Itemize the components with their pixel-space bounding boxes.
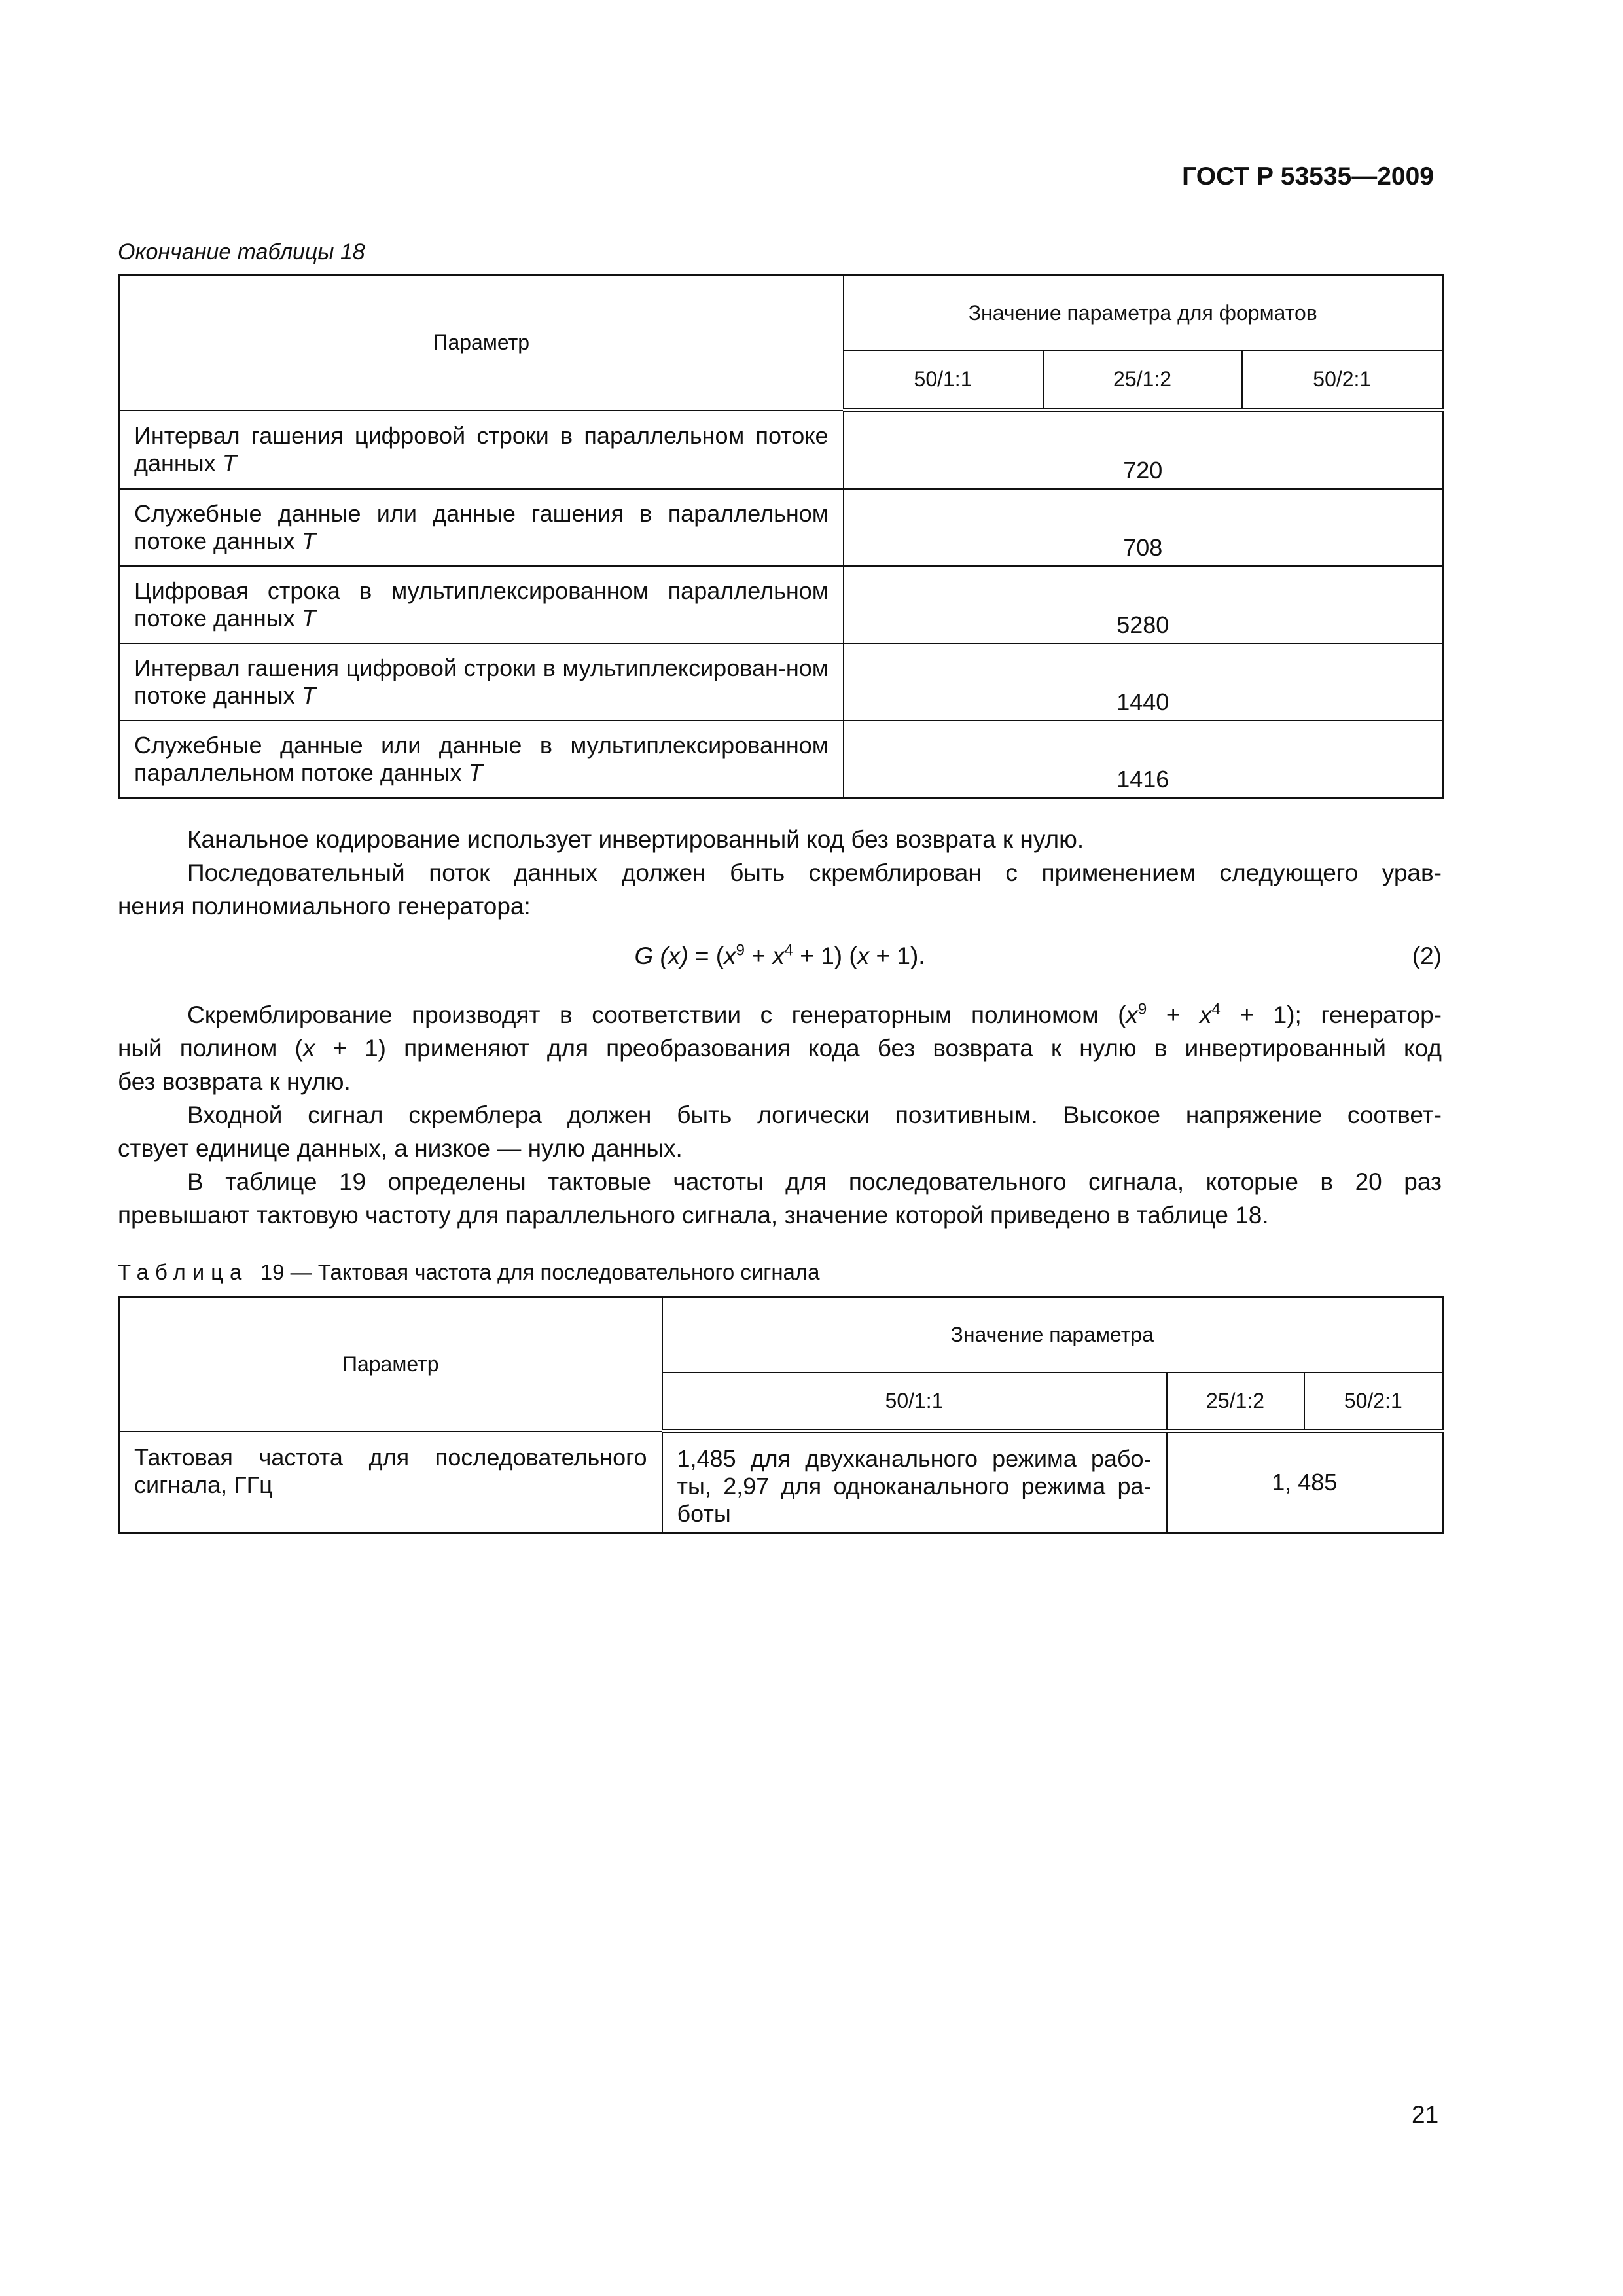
param-cell: [119, 643, 844, 721]
table-19: [118, 1296, 1444, 1534]
page-number: 21: [1412, 2101, 1439, 2128]
paragraph-scrambling: [118, 998, 1442, 1232]
value-cell: 720: [844, 410, 1443, 490]
param-unit: T: [301, 605, 316, 632]
text-line: ствует единице данных, а низкое — нулю данных.: [118, 1135, 683, 1162]
table-18: [118, 274, 1444, 799]
param-text: Интервал гашения цифровой строки в мультиплексирован-ном потоке данных: [134, 655, 829, 709]
param-text: Служебные данные или данные гашения в параллельном потоке данных: [134, 500, 829, 554]
text-line: Канальное кодирование использует инвертированный код без возврата к нулю.: [187, 826, 1084, 853]
param-unit: T: [468, 759, 483, 786]
header-parameter: Параметр: [119, 1297, 662, 1431]
param-cell: [119, 489, 844, 566]
text-line: Скремблирование производят в соответствии с генераторным полиномом $(x^9 + x^4 + 1)$; генератор-: [187, 1000, 1442, 1028]
param-cell: [119, 721, 844, 798]
header-format: 25/1:2: [1043, 351, 1242, 410]
param-unit: T: [222, 449, 237, 476]
document-id: ГОСТ Р 53535—2009: [1182, 162, 1434, 190]
header-format: 25/1:2: [1167, 1372, 1304, 1431]
param-unit: T: [301, 528, 316, 554]
header-value: Значение параметра: [662, 1297, 1443, 1372]
value-cell-50-1-1: 1,485 для двухканального режима рабо-ты, 2,97 для одноканального режима ра-боты: [662, 1431, 1167, 1533]
value-cell: 5280: [844, 566, 1443, 643]
table-19-caption: Таблица 19 — Тактовая частота для последовательного сигнала: [118, 1260, 820, 1284]
text-line: В таблице 19 определены тактовые частоты для последовательного сигнала, которые в 20 раз: [187, 1168, 1442, 1195]
param-cell: [119, 566, 844, 643]
text-line: ный полином (x + 1) применяют для преобразования кода без возврата к нулю в инвертированный код: [118, 1035, 1442, 1062]
param-text: Служебные данные или данные в мультиплексированном параллельном потоке данных: [134, 732, 829, 786]
header-format: 50/1:1: [662, 1372, 1167, 1431]
text-line: Входной сигнал скремблера должен быть логически позитивным. Высокое напряжение соответ-: [187, 1102, 1442, 1128]
header-format: 50/2:1: [1304, 1372, 1443, 1431]
paragraph-channel-coding: [118, 823, 1442, 923]
param-text: Цифровая строка в мультиплексированном параллельном потоке данных: [134, 577, 829, 632]
table-row: [119, 489, 1443, 566]
text-line: превышают тактовую частоту для параллельного сигнала, значение которой приведено в таблице 18.: [118, 1202, 1269, 1229]
value-cell: 708: [844, 489, 1443, 566]
param-cell: [119, 410, 844, 490]
table-row: [119, 643, 1443, 721]
param-text: Интервал гашения цифровой строки в параллельном потоке данных: [134, 422, 829, 476]
value-cell: 1440: [844, 643, 1443, 721]
header-value-for-formats: Значение параметра для форматов: [844, 276, 1443, 351]
text-line: нения полиномиального генератора:: [118, 893, 531, 920]
table-18-continuation-caption: Окончание таблицы 18: [118, 240, 365, 264]
table-row: [119, 566, 1443, 643]
table-row: [119, 410, 1443, 490]
table-row: [119, 1431, 1443, 1533]
param-cell: Тактовая частота для последовательного сигнала, ГГц: [119, 1431, 662, 1533]
header-format: 50/1:1: [844, 351, 1043, 410]
text-line: Последовательный поток данных должен быть скремблирован с применением следующего урав-: [187, 859, 1442, 886]
param-unit: T: [301, 682, 316, 709]
formula: G $(x) = (x^9 + x^4 + 1) (x + 1)$.: [634, 941, 925, 969]
table-row: [119, 721, 1443, 798]
value-cell-other: 1, 485: [1167, 1431, 1443, 1533]
header-format: 50/2:1: [1242, 351, 1443, 410]
text-line: без возврата к нулю.: [118, 1068, 351, 1095]
equation-number: (2): [1412, 942, 1442, 969]
value-cell: 1416: [844, 721, 1443, 798]
header-parameter: Параметр: [119, 276, 844, 410]
